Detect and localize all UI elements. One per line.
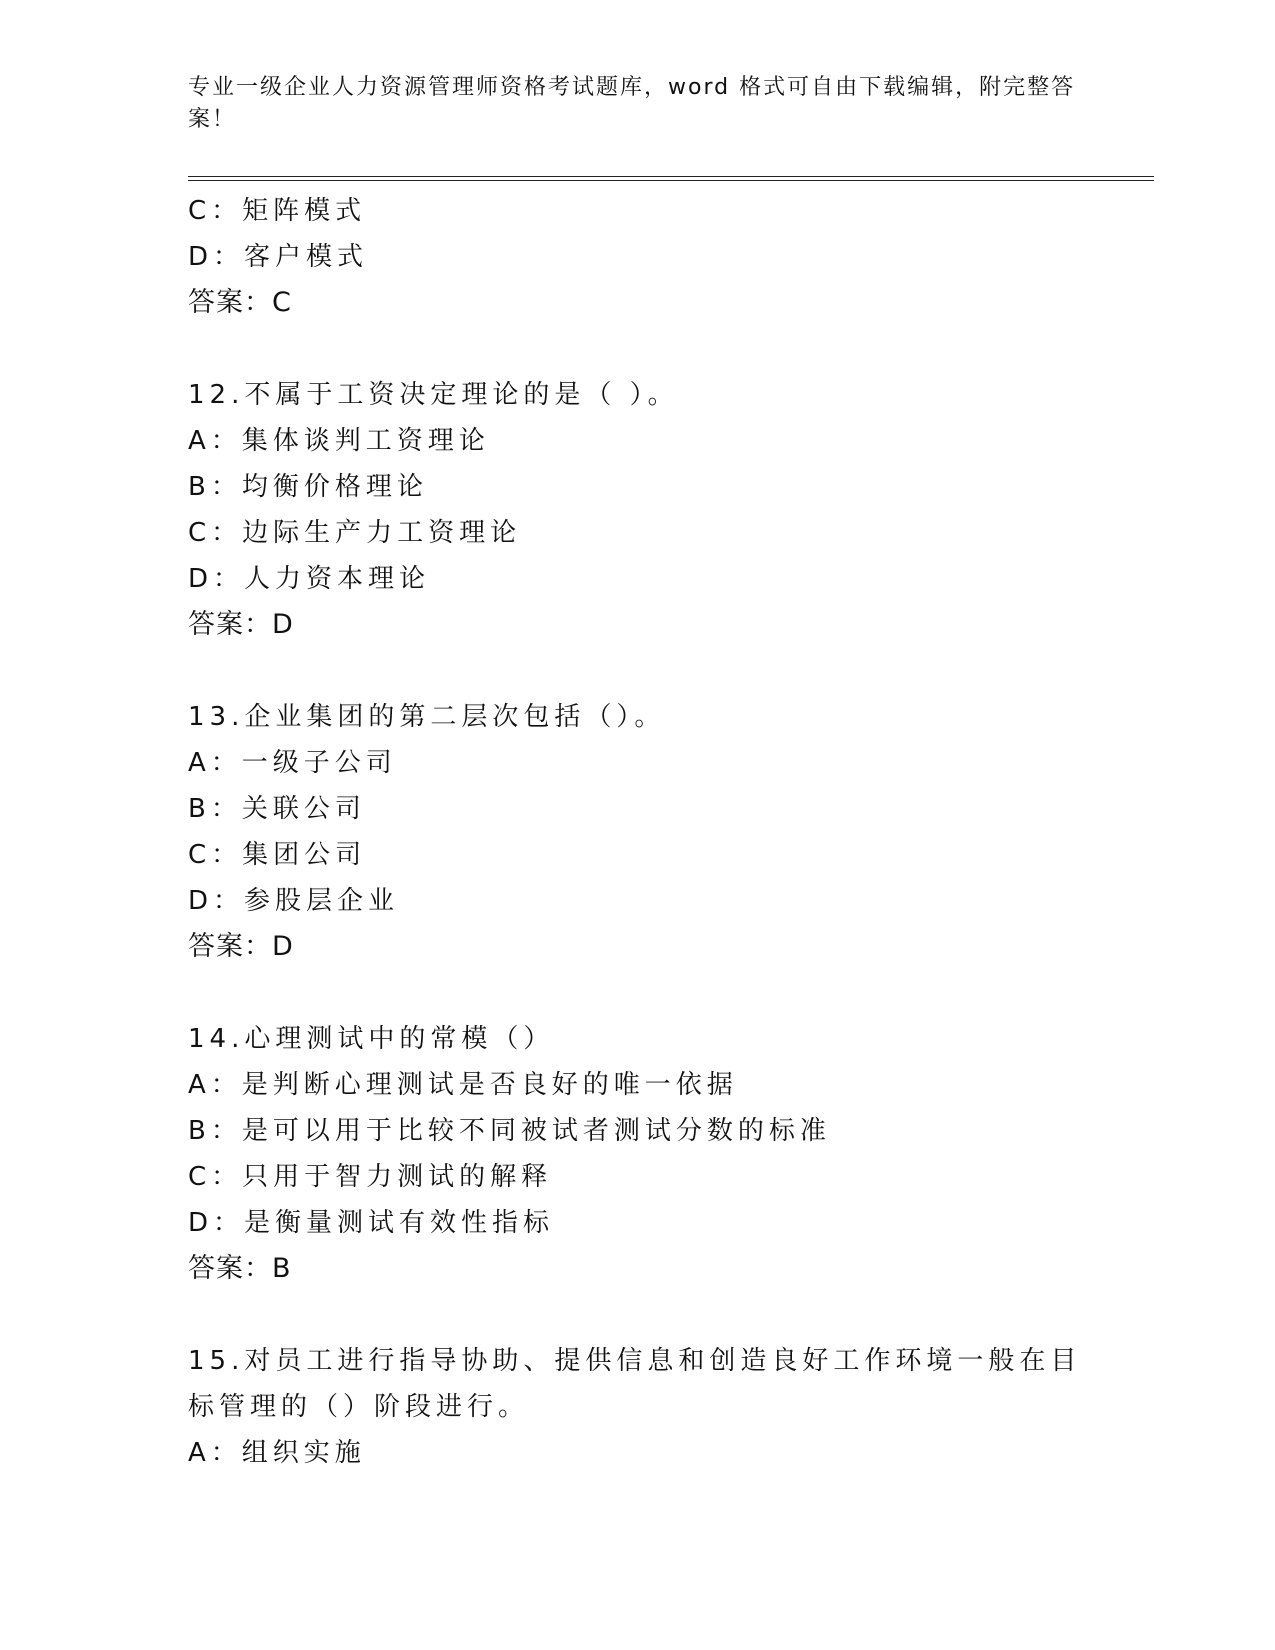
option-a: A：一级子公司 [188,748,397,778]
document-header: 专业一级企业人力资源管理师资格考试题库，word 格式可自由下载编辑，附完整答案！ [188,75,1076,132]
question-stem: 15.对员工进行指导协助、提供信息和创造良好工作环境一般在目标管理的（）阶段进行。 [188,1346,1082,1422]
question-stem: 13.企业集团的第二层次包括（）。 [188,702,666,732]
spacer [188,970,1088,1016]
question-stem: 12.不属于工资决定理论的是（ ）。 [188,380,679,410]
option-c: C：集团公司 [188,840,367,870]
option-b: B：均衡价格理论 [188,472,428,502]
answer-line: 答案：B [188,1253,292,1284]
option-d: D：是衡量测试有效性指标 [188,1208,555,1238]
option-c: C：矩阵模式 [188,196,367,226]
option-d: D：参股层企业 [188,886,400,916]
option-c: C：只用于智力测试的解释 [188,1162,553,1192]
spacer [188,1292,1088,1338]
spacer [188,326,1088,372]
header-divider [188,176,1154,181]
option-b: B：是可以用于比较不同被试者测试分数的标准 [188,1116,831,1146]
option-a: A：组织实施 [188,1438,366,1468]
answer-line: 答案：D [188,609,294,640]
option-c: C：边际生产力工资理论 [188,518,522,548]
answer-line: 答案：C [188,287,292,318]
question-list [188,188,1088,1476]
question-stem: 14.心理测试中的常模（） [188,1024,555,1054]
option-a: A：是判断心理测试是否良好的唯一依据 [188,1070,738,1100]
option-d: D：人力资本理论 [188,564,431,594]
option-d: D：客户模式 [188,242,369,272]
option-b: B：关联公司 [188,794,366,824]
option-a: A：集体谈判工资理论 [188,426,490,456]
answer-line: 答案：D [188,931,294,962]
spacer [188,648,1088,694]
